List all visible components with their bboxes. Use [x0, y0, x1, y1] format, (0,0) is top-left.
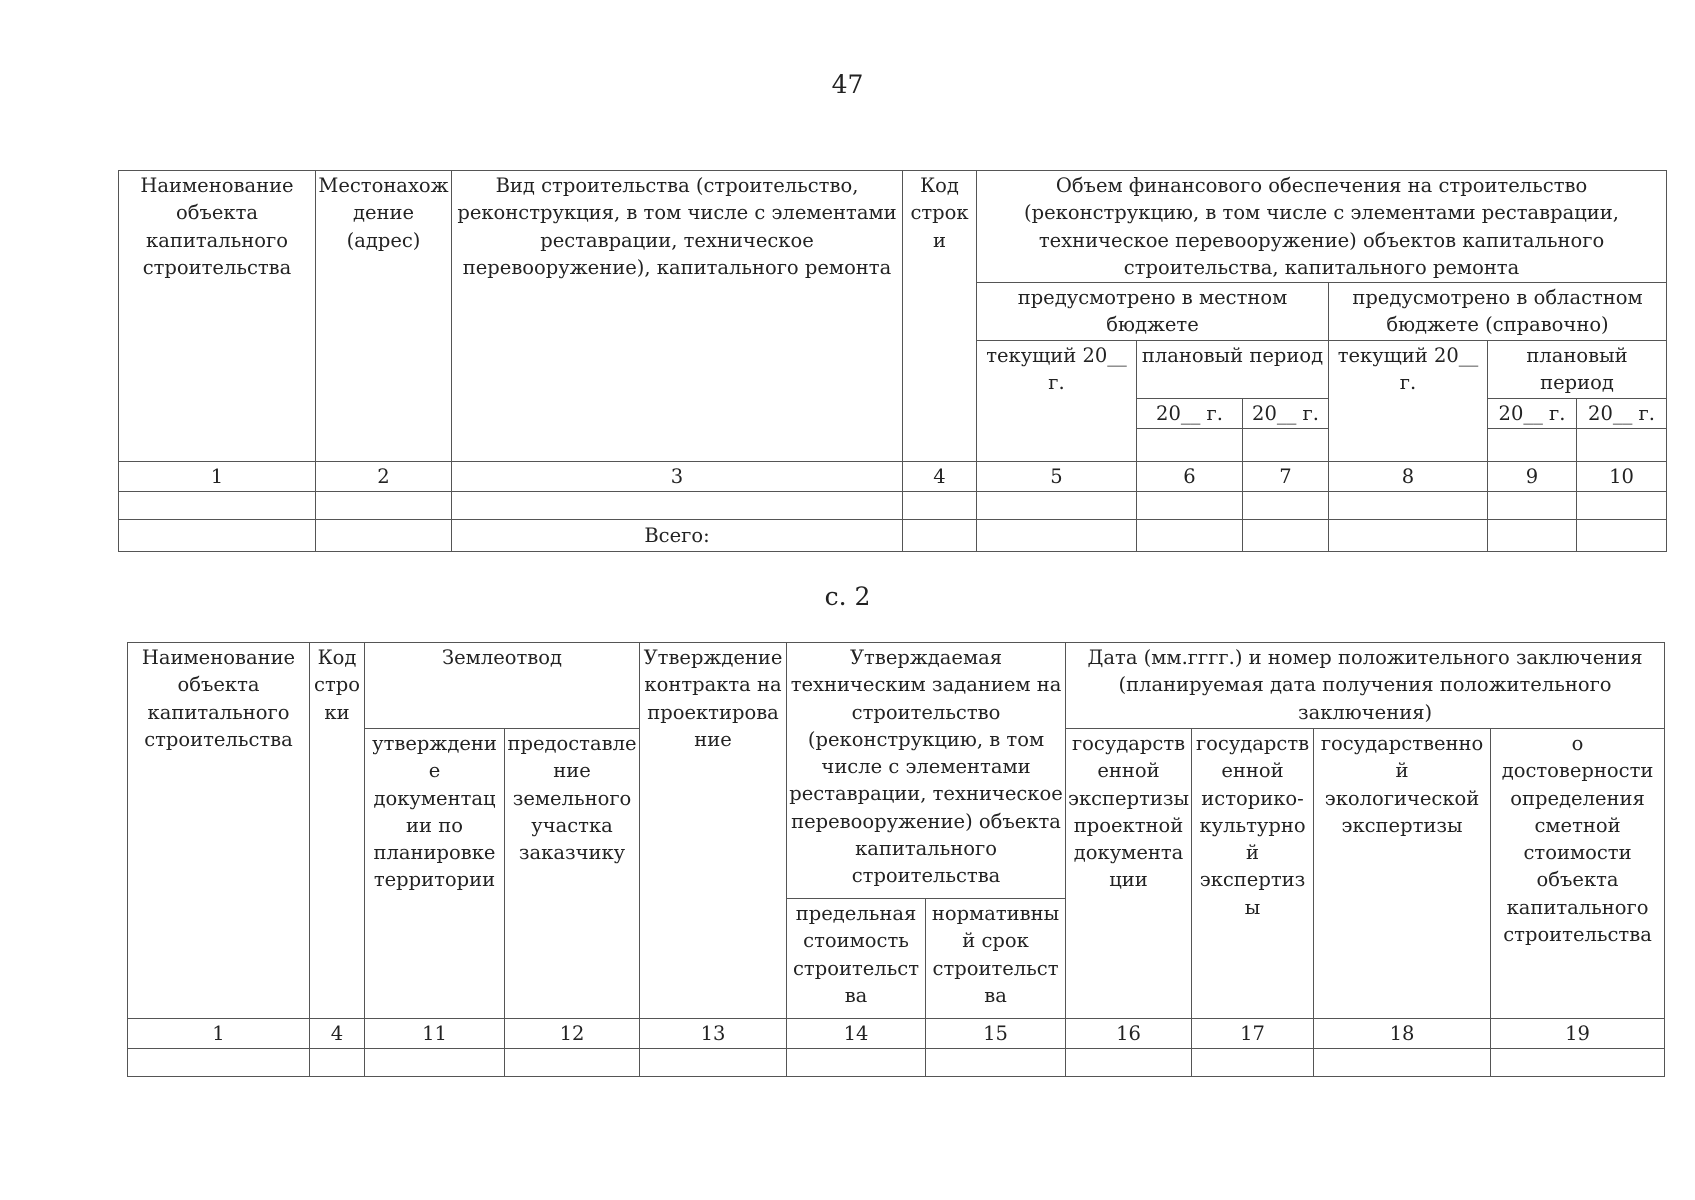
column-number: 1 — [119, 462, 316, 492]
header-land-provision: предоставление земельного участка заказчику — [505, 729, 640, 1019]
header-contract-approval: Утверждение контракта на проектирование — [640, 643, 787, 1019]
header-doc-approval: утверждение документации по планировке территории — [365, 729, 505, 1019]
empty-data-row — [128, 1049, 1665, 1077]
blank-cell — [1243, 429, 1329, 462]
header-local-current-year: текущий 20__ г. — [977, 341, 1137, 462]
column-number-row — [128, 1019, 1665, 1049]
column-number: 2 — [316, 462, 452, 492]
column-number: 9 — [1488, 462, 1577, 492]
financing-table — [118, 170, 1667, 552]
header-row-code: Код строки — [903, 171, 977, 462]
header-regional-year-2: 20__ г. — [1577, 398, 1667, 428]
column-number: 16 — [1066, 1019, 1192, 1049]
header-local-planned-period: плановый период — [1137, 341, 1329, 399]
column-number: 17 — [1192, 1019, 1314, 1049]
header-local-year-2: 20__ г. — [1243, 398, 1329, 428]
header-cost-reliability: о достоверности определения сметной стоимости объекта капитального строительства — [1491, 729, 1665, 1019]
header-regional-current-year: текущий 20__ г. — [1329, 341, 1488, 462]
column-number: 5 — [977, 462, 1137, 492]
header-regional-budget: предусмотрено в областном бюджете (справочно) — [1329, 283, 1667, 341]
column-number: 4 — [310, 1019, 365, 1049]
column-number: 7 — [1243, 462, 1329, 492]
column-number: 18 — [1314, 1019, 1491, 1049]
header-state-expertise: государственной экспертизы проектной документации — [1066, 729, 1192, 1019]
header-regional-planned-period: плановый период — [1488, 341, 1667, 399]
column-number: 12 — [505, 1019, 640, 1049]
header-construction-type: Вид строительства (строительство, реконструкция, в том числе с элементами реставрации, техническое перевооружение), капитального ремонта — [452, 171, 903, 462]
header-conclusion-date: Дата (мм.гггг.) и номер положительного заключения (планируемая дата получения положительного заключения) — [1066, 643, 1665, 729]
column-number: 19 — [1491, 1019, 1665, 1049]
column-number: 10 — [1577, 462, 1667, 492]
header-row-code: Код строки — [310, 643, 365, 1019]
column-number: 11 — [365, 1019, 505, 1049]
header-local-budget: предусмотрено в местном бюджете — [977, 283, 1329, 341]
column-number: 8 — [1329, 462, 1488, 492]
total-row — [119, 520, 1667, 552]
header-object-name: Наименование объекта капитального строительства — [119, 171, 316, 462]
header-location: Местонахождение (адрес) — [316, 171, 452, 462]
page-number: 47 — [831, 70, 864, 99]
header-land-allotment: Землеотвод — [365, 643, 640, 729]
blank-cell — [1137, 429, 1243, 462]
header-max-cost: предельная стоимость строительства — [787, 899, 926, 1019]
blank-cell — [1488, 429, 1577, 462]
header-local-year-1: 20__ г. — [1137, 398, 1243, 428]
empty-data-row — [119, 492, 1667, 520]
header-norm-period: нормативный срок строительства — [926, 899, 1066, 1019]
approvals-table — [127, 642, 1665, 1077]
column-number: 15 — [926, 1019, 1066, 1049]
column-number-row — [119, 462, 1667, 492]
column-number: 14 — [787, 1019, 926, 1049]
header-financing-volume: Объем финансового обеспечения на строительство (реконструкцию, в том числе с элементами реставрации, техническое перевооружение) объектов капитального строительства, капитального ремонта — [977, 171, 1667, 283]
column-number: 4 — [903, 462, 977, 492]
header-ecological-expertise: государственной экологической экспертизы — [1314, 729, 1491, 1019]
column-number: 13 — [640, 1019, 787, 1049]
section-label: с. 2 — [824, 582, 871, 611]
header-tech-task: Утверждаемая техническим заданием на строительство (реконструкцию, в том числе с элементами реставрации, техническое перевооружение) объекта капитального строительства — [787, 643, 1066, 899]
column-number: 1 — [128, 1019, 310, 1049]
column-number: 3 — [452, 462, 903, 492]
total-label: Всего: — [452, 520, 903, 552]
header-object-name: Наименование объекта капитального строительства — [128, 643, 310, 1019]
header-regional-year-1: 20__ г. — [1488, 398, 1577, 428]
header-historical-expertise: государственной историко-культурной экспертизы — [1192, 729, 1314, 1019]
column-number: 6 — [1137, 462, 1243, 492]
blank-cell — [1577, 429, 1667, 462]
